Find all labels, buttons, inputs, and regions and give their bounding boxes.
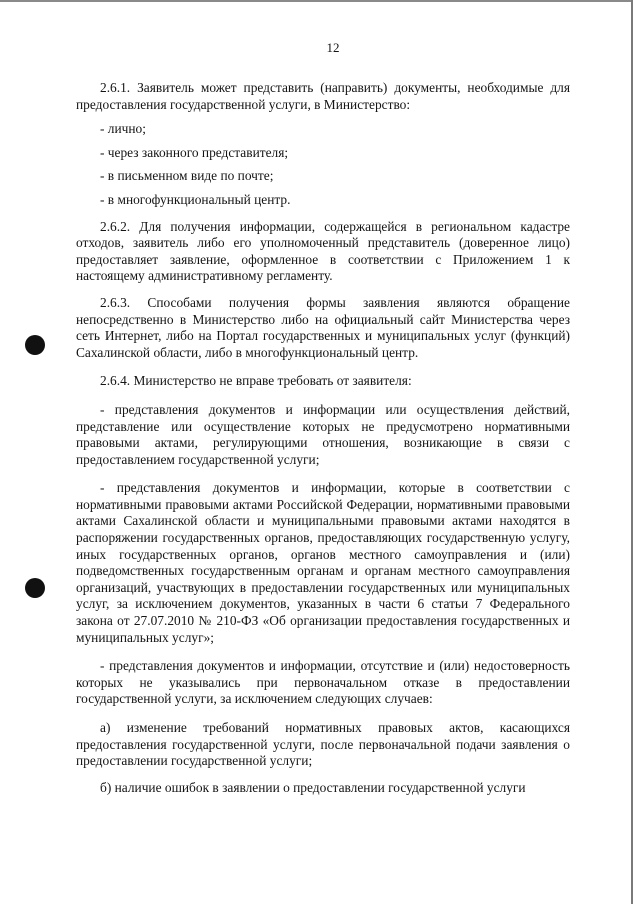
list-item: - через законного представителя;	[100, 144, 289, 160]
paragraph-2-6-1: 2.6.1. Заявитель может представить (направить) документы, необходимые для предоставления государственной услуги, в Министерство:	[76, 80, 570, 112]
list-item: а) изменение требований нормативных правовых актов, касающихся предоставления государственной услуги, после первоначальной подачи заявления о предоставлении государственной услуги;	[76, 720, 570, 769]
list-item: - в многофункциональный центр.	[100, 191, 291, 207]
list-item: - представления документов и информации, отсутствие и (или) недостоверность которых не указывались при первоначальном отказе в предоставлении государственной услуги, за исключением следующих случаев:	[76, 658, 570, 707]
list-item: - лично;	[100, 121, 146, 137]
list-item: б) наличие ошибок в заявлении о предоставлении государственной услуги	[100, 779, 526, 795]
list-item: - представления документов и информации или осуществления действий, представление или осуществление которых не предусмотрено нормативными правовыми актами, регулирующими отношения, возникающие в связи с предоставлением государственной услуги;	[76, 401, 570, 467]
paragraph-2-6-4: 2.6.4. Министерство не вправе требовать от заявителя:	[100, 373, 412, 389]
paragraph-2-6-2: 2.6.2. Для получения информации, содержащейся в региональном кадастре отходов, заявитель либо его уполномоченный представитель (доверенное лицо) предоставляет заявление, оформленное в соответствии с Приложением 1 к настоящему административному регламенту.	[76, 218, 570, 284]
scan-edge-top	[0, 0, 633, 2]
document-page	[76, 40, 570, 796]
paragraph-2-6-3: 2.6.3. Способами получения формы заявления являются обращение непосредственно в Министерство либо на официальный сайт Министерства через сеть Интернет, либо на Портал государственных и муниципальных услуг (функций) Сахалинской области, либо в многофункциональный центр.	[76, 294, 570, 360]
list-item: - представления документов и информации, которые в соответствии с нормативными правовыми актами Российской Федерации, нормативными правовыми актами Сахалинской области и муниципальными правовыми актами находятся в распоряжении государственных органов, предоставляющих государственную услугу, иных государственных органов, органов местного самоуправления и (или) подведомственных государственным органам и органам местного самоуправления организаций, участвующих в предоставлении государственных или муниципальных услуг, за исключением документов, указанных в части 6 статьи 7 Федерального закона от 27.07.2010 № 210-ФЗ «Об организации предоставления государственных и муниципальных услуг»;	[76, 480, 570, 645]
punch-hole-lower	[25, 578, 45, 598]
punch-hole-upper	[25, 335, 45, 355]
page-number: 12	[326, 40, 340, 55]
list-item: - в письменном виде по почте;	[100, 168, 274, 184]
